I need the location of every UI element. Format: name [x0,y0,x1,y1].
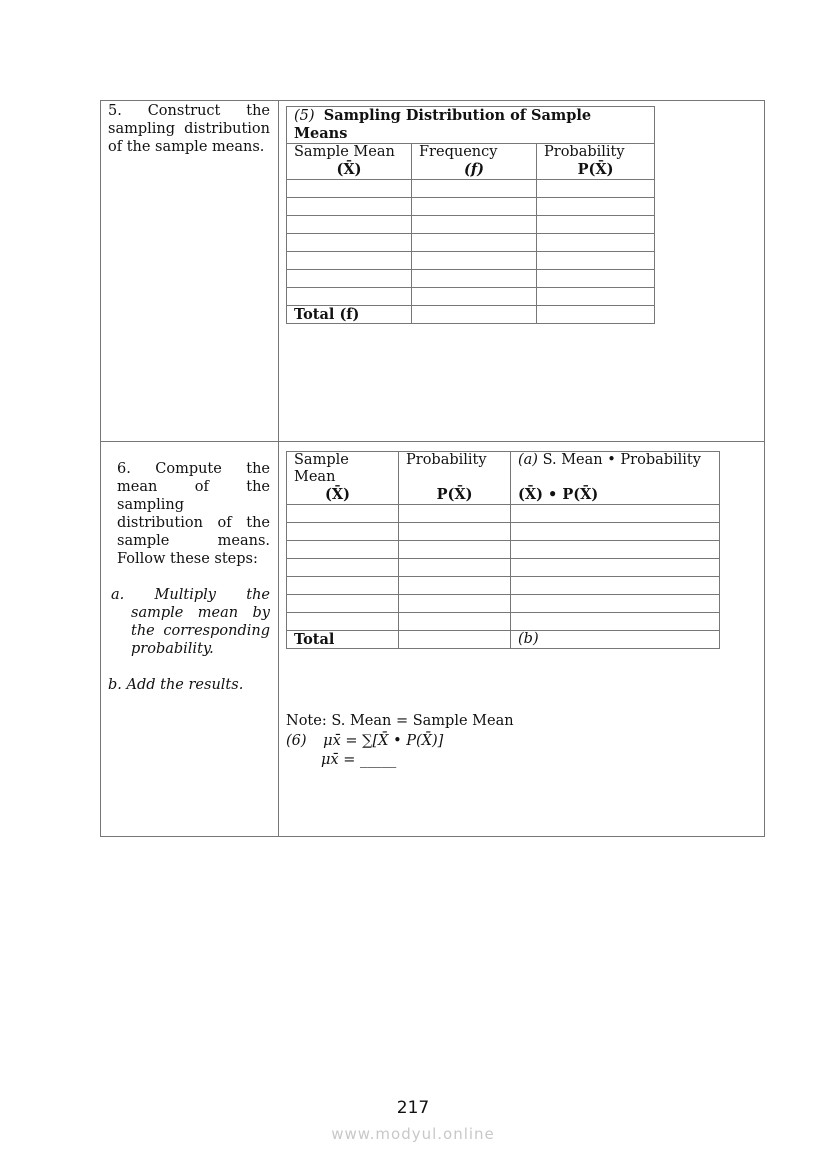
item5-line: sampling distribution [108,121,270,137]
header-probability [537,144,655,180]
cell[interactable] [412,234,537,252]
header-symbol: (X̄) • P(X̄) [518,486,599,503]
item5-instructions [108,102,270,156]
cell[interactable] [412,180,537,198]
cell[interactable] [287,252,412,270]
table-row [287,270,655,288]
header-label: Sample [294,452,349,468]
item6-line: distribution of the [117,515,270,531]
step-a-line: probability. [131,641,214,657]
cell[interactable] [511,559,720,577]
step-a-line: sample mean by [131,605,270,621]
header-label: Probability [544,144,625,160]
cell[interactable] [537,306,655,324]
cell[interactable] [412,216,537,234]
total-marker: (b) [511,631,720,649]
cell[interactable] [412,270,537,288]
cell[interactable] [537,216,655,234]
marker-a: (a) [518,452,538,468]
cell[interactable] [511,595,720,613]
cell[interactable] [399,613,511,631]
row-divider [101,441,764,442]
header-label: Frequency [419,144,498,160]
cell[interactable] [287,288,412,306]
step-a [111,586,270,658]
header-symbol: (X̄) [336,161,362,178]
cell[interactable] [412,198,537,216]
cell[interactable] [287,180,412,198]
cell[interactable] [287,523,399,541]
header-symbol: P(X̄) [436,486,473,503]
cell[interactable] [287,613,399,631]
table-row [287,234,655,252]
table-row [287,288,655,306]
cell[interactable] [511,613,720,631]
header-symbol: P(X̄) [577,161,614,178]
cell[interactable] [511,523,720,541]
cell[interactable] [537,252,655,270]
item6-instructions [117,460,270,568]
header-probability [399,452,511,505]
table-number: (5) [294,108,315,124]
header-symbol: (X̄) [325,486,350,503]
cell[interactable] [287,234,412,252]
cell[interactable] [287,216,412,234]
cell[interactable] [511,577,720,595]
cell[interactable] [412,252,537,270]
header-symbol: (f) [464,161,484,178]
cell[interactable] [412,306,537,324]
header-frequency [412,144,537,180]
table-row [287,198,655,216]
cell[interactable] [537,234,655,252]
cell[interactable] [399,505,511,523]
header-sample-mean [287,452,399,505]
mean-computation-table [286,451,720,649]
table-row [287,505,720,523]
cell[interactable] [287,577,399,595]
total-label: Total [287,631,399,649]
table-row [287,613,720,631]
table-row [287,595,720,613]
item5-line: 5. Construct the [108,103,270,119]
table-row [287,559,720,577]
cell[interactable] [537,288,655,306]
item6-line: Follow these steps: [117,551,258,567]
formula-line-1 [286,732,443,751]
page-number: 217 [396,1098,430,1118]
cell[interactable] [537,198,655,216]
step-b: b. Add the results. [108,677,244,693]
sampling-distribution-table [286,106,655,324]
cell[interactable] [399,631,511,649]
item6-line: sampling [117,497,185,513]
cell[interactable] [287,559,399,577]
formula-2: μx̄ = _____ [321,752,397,768]
item6-line: sample means. [117,533,270,549]
step-a-line: a. Multiply the [111,587,270,603]
cell[interactable] [537,180,655,198]
cell[interactable] [399,559,511,577]
header-label: Mean [294,469,336,485]
table-title-cell [287,107,655,144]
formula-number: (6) [286,733,307,749]
total-label: Total (f) [287,306,412,324]
formula-1: μx̄ = ∑[X̄ • P(X̄)] [323,733,444,749]
header-label: Sample Mean [294,144,395,160]
cell[interactable] [399,523,511,541]
header-label: Probability [406,452,487,468]
header-sample-mean [287,144,412,180]
header-label: S. Mean • Probability [542,452,701,468]
cell[interactable] [287,270,412,288]
cell[interactable] [399,595,511,613]
cell[interactable] [287,541,399,559]
note-text: Note: S. Mean = Sample Mean [286,713,514,729]
table-row [287,252,655,270]
item5-line: of the sample means. [108,139,265,155]
table-row [287,523,720,541]
step-a-line: the corresponding [131,623,270,639]
cell[interactable] [399,577,511,595]
header-product [511,452,720,505]
table-row [287,541,720,559]
item6-line: 6. Compute the [117,461,270,477]
table-title: Sampling Distribution of Sample Means [294,107,592,142]
cell[interactable] [399,541,511,559]
cell[interactable] [537,270,655,288]
table-row [287,180,655,198]
total-row [287,631,720,649]
cell[interactable] [287,198,412,216]
item6-line: mean of the [117,479,270,495]
cell[interactable] [287,595,399,613]
column-divider [278,101,279,836]
table-row [287,216,655,234]
watermark: www.modyul.online [331,1125,495,1143]
cell[interactable] [412,288,537,306]
cell[interactable] [287,505,399,523]
total-row [287,306,655,324]
cell[interactable] [511,505,720,523]
table-row [287,577,720,595]
worksheet-table [100,100,765,837]
cell[interactable] [511,541,720,559]
formula-line-2 [321,751,396,770]
